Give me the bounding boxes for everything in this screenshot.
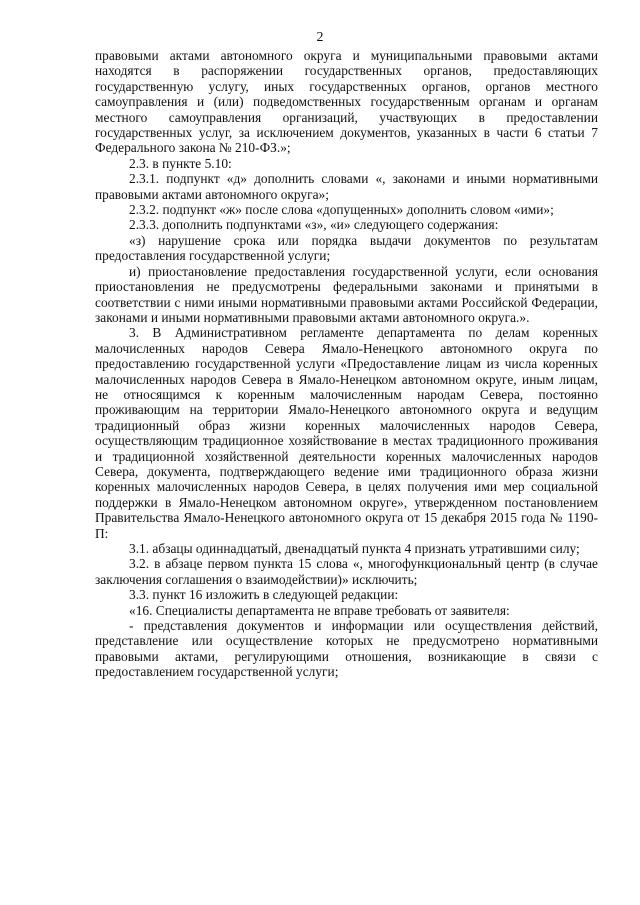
paragraph: 2.3.1. подпункт «д» дополнить словами «, законами и иными нормативными правовыми актами автономного округа»; <box>95 171 598 202</box>
paragraph: 2.3. в пункте 5.10: <box>129 155 232 171</box>
paragraph: 3. В Административном регламенте департамента по делам коренных малочисленных народов Севера Ямало-Ненецкого автономного округа по предоставлению государственной услуги «Предоставление лицам из числа коренных малочисленных народов Севера в Ямало-Ненецком автономном округе, иным лицам, не относящимся к коренным малочисленным народам Севера, постоянно проживающим на территории Ямало-Ненецкого автономного округа и ведущим традиционный образ жизни коренных малочисленных народов Севера, осуществляющим традиционное хозяйствование в местах традиционного проживания и традиционной хозяйственной деятельности коренных малочисленных народов Севера, документа, подтверждающего ведение ими традиционного образа жизни коренных малочисленных народов Севера, в целях получения ими мер социальной поддержки в Ямало-Ненецком автономном округе», утвержденном постановлением Правительства Ямало-Ненецкого автономного округа от 15 декабря 2015 года № 1190-П: <box>95 325 598 541</box>
document-body <box>95 48 598 680</box>
paragraph: «16. Специалисты департамента не вправе требовать от заявителя: <box>129 602 510 618</box>
paragraph: 3.1. абзацы одиннадцатый, двенадцатый пункта 4 признать утратившими силу; <box>129 541 580 556</box>
paragraph: - представления документов и информации или осуществления действий, представление или осуществление которых не предусмотрено нормативными правовыми актами, регулирующими отношения, возникающие в связи с предоставлением государственной услуги; <box>95 618 598 680</box>
paragraph: 2.3.3. дополнить подпунктами «з», «и» следующего содержания: <box>129 217 499 233</box>
paragraph: правовыми актами автономного округа и муниципальными правовыми актами находятся в распоряжении государственных органов, предоставляющих государственную услугу, иных государственных органов, органов местного самоуправления и (или) подведомственных государственным органам и органам местного самоуправления организаций, участвующих в предоставлении государственных услуг, за исключением документов, указанных в части 6 статьи 7 Федерального закона № 210-ФЗ.»; <box>95 48 598 156</box>
page-number: 2 <box>316 30 324 45</box>
paragraph: 3.2. в абзаце первом пункта 15 слова «, многофункциональный центр (в случае заключения соглашения о взаимодействии)» исключить; <box>95 556 598 587</box>
paragraph: «з) нарушение срока или порядка выдачи документов по результатам предоставления государственной услуги; <box>95 232 598 264</box>
paragraph: 3.3. пункт 16 изложить в следующей редакции: <box>129 587 399 603</box>
paragraph: 2.3.2. подпункт «ж» после слова «допущенных» дополнить словом «ими»; <box>129 202 554 218</box>
paragraph: и) приостановление предоставления государственной услуги, если основания приостановления не предусмотрены федеральными законами и принятыми в соответствии с ними иными нормативными правовыми актами Российской Федерации, законами и иными нормативными правовыми актами автономного округа.». <box>95 263 598 325</box>
